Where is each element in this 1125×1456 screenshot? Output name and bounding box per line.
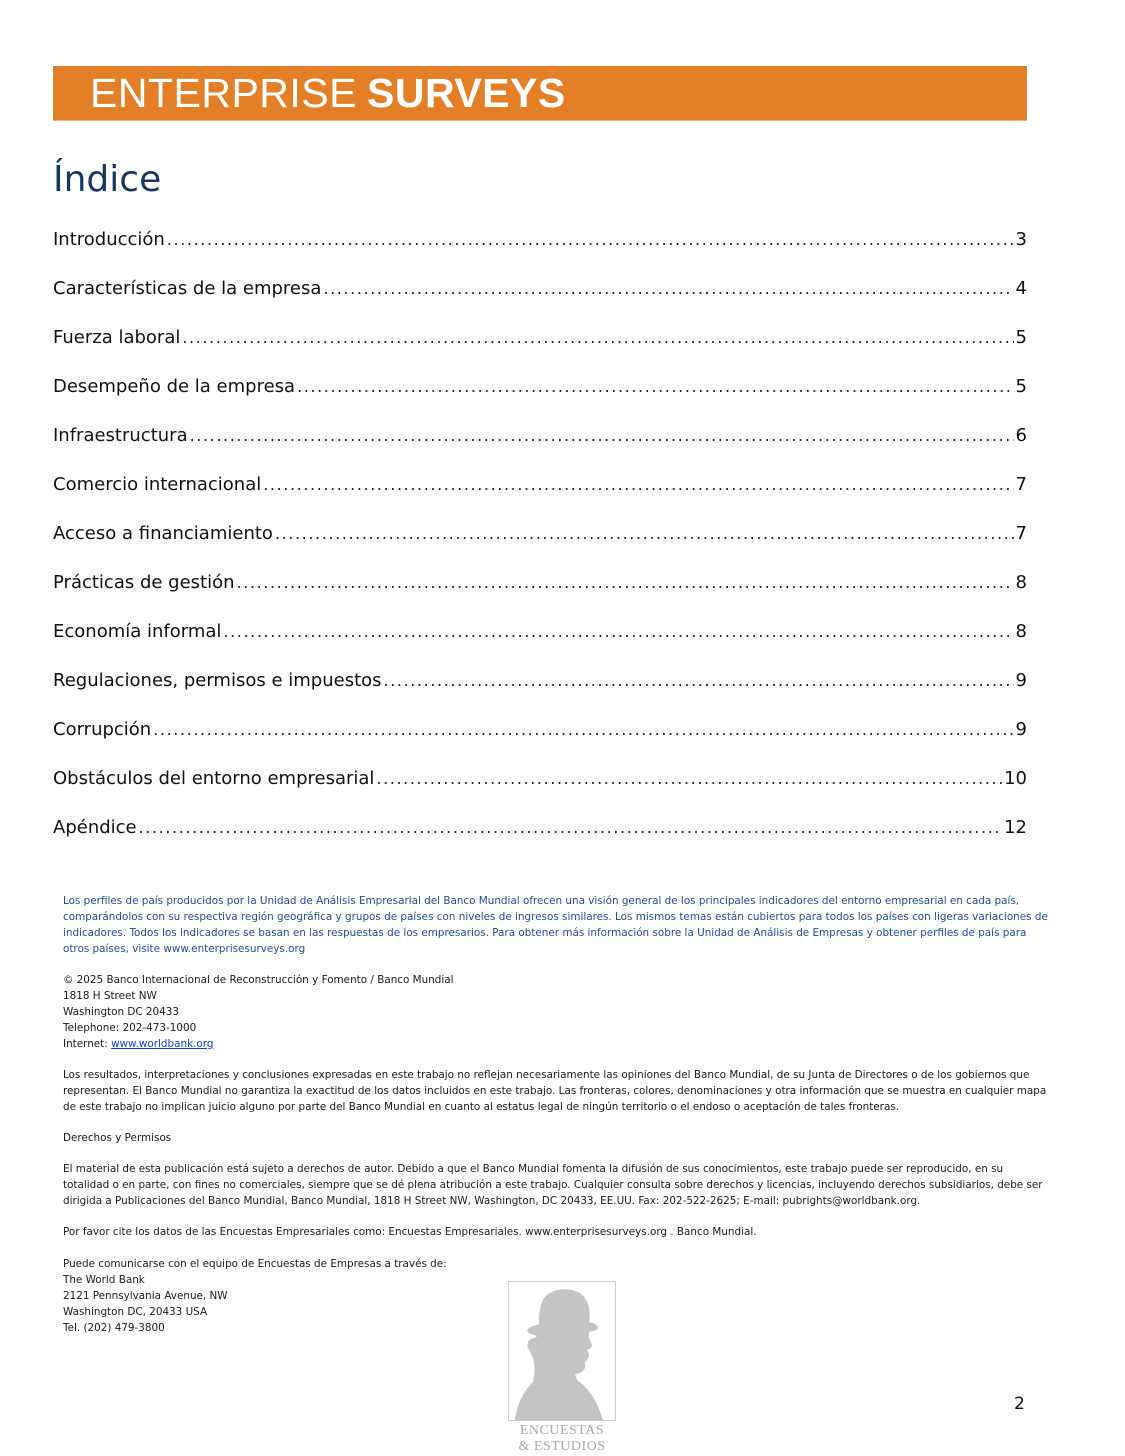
contact-intro: Puede comunicarse con el equipo de Encuestas de Empresas a través de: [63,1258,447,1270]
toc-label[interactable]: Prácticas de gestión [53,572,235,593]
contact-org: The World Bank [63,1274,145,1286]
citation-paragraph: Por favor cite los datos de las Encuestas Empresariales como: Encuestas Empresariales. www.enterprisesurveys.org . Banco Mundial. [63,1226,757,1238]
disclaimer-paragraph: Los resultados, interpretaciones y conclusiones expresadas en este trabajo no reflejan necesariamente las opiniones del Banco Mundial, de su Junta de Directores o de los gobiernos que representan. El Banco Mundial no garantiza la exactitud de los datos incluidos en este trabajo. Las fronteras, colores, denominaciones y otra información que se muestra en cualquier mapa de este trabajo no implican juicio alguno por parte del Banco Mundial en cuanto al estatus legal de ningún territorio o el endoso o aceptación de tales fronteras. [63,1069,1047,1113]
toc-dot-leader [223,616,1013,648]
toc-label[interactable]: Infraestructura [53,425,188,446]
toc-label[interactable]: Fuerza laboral [53,327,181,348]
contact-city: Washington DC, 20433 USA [63,1306,208,1318]
toc-page-number[interactable]: 5 [1015,327,1027,348]
rights-heading: Derechos y Permisos [63,1132,172,1144]
toc-dot-leader [167,224,1014,256]
toc-dot-leader [182,322,1013,354]
toc-entry-infraestructura[interactable] [53,420,1027,469]
toc-dot-leader [139,812,1002,844]
encuestas-estudios-logo [508,1281,616,1456]
toc-page-number[interactable]: 6 [1015,425,1027,446]
toc-entry-regulaciones[interactable] [53,665,1027,714]
contact-tel: Tel. (202) 479-3800 [63,1322,165,1334]
internet-label: Internet: [63,1038,112,1050]
toc-label[interactable]: Obstáculos del entorno empresarial [53,768,375,789]
toc-entry-corrupcion[interactable] [53,714,1027,763]
toc-label[interactable]: Corrupción [53,719,152,740]
toc-dot-leader [376,763,1002,795]
banner-word-surveys: SURVEYS [367,70,566,116]
contact-street: 2121 Pennsylvania Avenue, NW [63,1290,228,1302]
toc-label[interactable]: Economía informal [53,621,222,642]
toc-dot-leader [323,273,1013,305]
toc-page-number[interactable]: 10 [1004,768,1027,789]
silhouette-man-bowler-hat-icon [509,1282,615,1420]
toc-entry-fuerza-laboral[interactable] [53,322,1027,371]
page-title: Índice [53,159,162,200]
toc-page-number[interactable]: 12 [1004,817,1027,838]
toc-label[interactable]: Características de la empresa [53,278,322,299]
toc-dot-leader [153,714,1013,746]
toc-page-number[interactable]: 9 [1015,670,1027,691]
copyright-line: © 2025 Banco Internacional de Reconstrucción y Fomento / Banco Mundial [63,974,454,986]
page-number: 2 [1014,1394,1025,1414]
toc-page-number[interactable]: 3 [1015,229,1027,250]
toc-label[interactable]: Desempeño de la empresa [53,376,296,397]
toc-entry-practicas-gestion[interactable] [53,567,1027,616]
toc-label[interactable]: Regulaciones, permisos e impuestos [53,670,382,691]
toc-label[interactable]: Comercio internacional [53,474,262,495]
toc-page-number[interactable]: 8 [1015,572,1027,593]
toc-entry-caracteristicas[interactable] [53,273,1027,322]
toc-entry-obstaculos[interactable] [53,763,1027,812]
toc-dot-leader [237,567,1014,599]
banner-word-enterprise: ENTERPRISE [90,70,357,116]
logo-text-estudios: & ESTUDIOS [518,1439,606,1454]
enterprise-surveys-banner [53,66,1027,121]
toc-entry-financiamiento[interactable] [53,518,1027,567]
toc-page-number[interactable]: 5 [1015,376,1027,397]
toc-label[interactable]: Acceso a financiamiento [53,523,273,544]
toc-page-number[interactable]: 9 [1015,719,1027,740]
toc-label[interactable]: Apéndice [53,817,137,838]
address-city: Washington DC 20433 [63,1006,179,1018]
toc-page-number[interactable]: 7 [1015,474,1027,495]
toc-dot-leader [384,665,1014,697]
logo-frame [508,1281,616,1421]
toc-page-number[interactable]: 8 [1015,621,1027,642]
toc-entry-apendice[interactable] [53,812,1027,861]
banner-title [90,70,566,116]
address-street: 1818 H Street NW [63,990,157,1002]
intro-paragraph: Los perfiles de país producidos por la Unidad de Análisis Empresarial del Banco Mundial ofrecen una visión general de los principales indicadores del entorno empresarial en cada país, comparándolos con su respectiva región geográfica y grupos de países con niveles de ingresos similares. Los mismos temas están cubiertos para todos los países con ligeras variaciones de indicadores. Todos los indicadores se basan en las respuestas de los empresarios. Para obtener más información sobre la Unidad de Análisis de Empresas y obtener perfiles de país para otros países, visite www.enterprisesurveys.org [63,895,1048,955]
internet-line [63,1036,1048,1052]
toc-entry-desempeno[interactable] [53,371,1027,420]
telephone: Telephone: 202-473-1000 [63,1022,197,1034]
logo-text-encuestas: ENCUESTAS [519,1423,605,1438]
table-of-contents [53,224,1027,861]
toc-entry-economia-informal[interactable] [53,616,1027,665]
rights-paragraph: El material de esta publicación está sujeto a derechos de autor. Debido a que el Banco Mundial fomenta la difusión de sus conocimientos, este trabajo puede ser reproducido, en su totalidad o en parte, con fines no comerciales, siempre que se dé plena atribución a este trabajo. Cualquier consulta sobre derechos y licencias, incluyendo derechos subsidiarios, debe ser dirigida a Publicaciones del Banco Mundial, Banco Mundial, 1818 H Street NW, Washington, DC 20433, EE.UU. Fax: 202-522-2625; E-mail: pubrights@worldbank.org. [63,1163,1043,1207]
toc-dot-leader [190,420,1014,452]
toc-page-number[interactable]: 7 [1015,523,1027,544]
toc-dot-leader [275,518,1014,550]
toc-page-number[interactable]: 4 [1015,278,1027,299]
toc-entry-comercio[interactable] [53,469,1027,518]
worldbank-link[interactable]: www.worldbank.org [111,1038,214,1050]
toc-dot-leader [297,371,1013,403]
toc-dot-leader [263,469,1013,501]
toc-entry-introduccion[interactable] [53,224,1027,273]
copyright-block [63,972,1048,1052]
toc-label[interactable]: Introducción [53,229,165,250]
